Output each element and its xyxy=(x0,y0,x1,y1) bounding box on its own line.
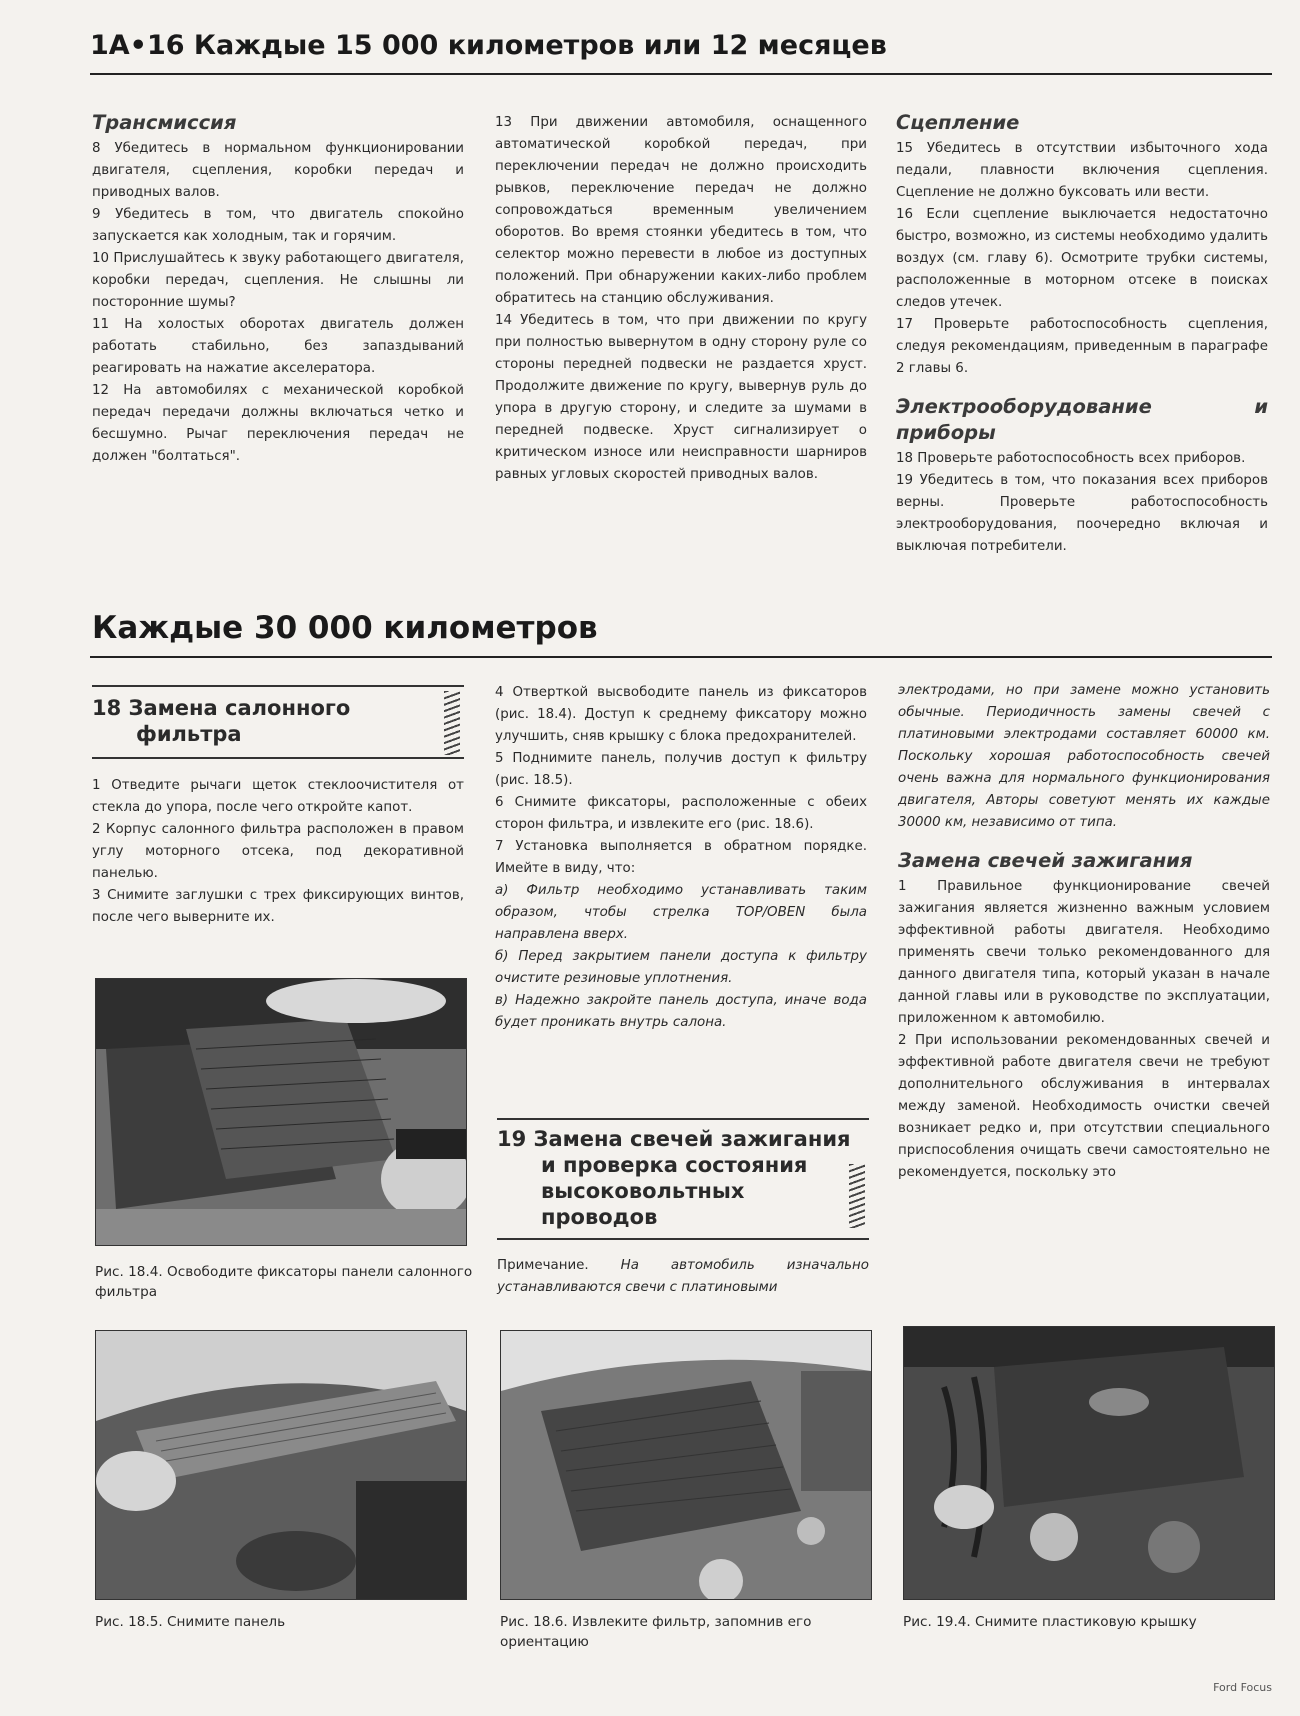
paragraph: 1 Правильное функционирование свечей зажигания является жизненно важным условием эффективной работы двигателя. Необходимо применять свечи только рекомендованного для данного двигателя типа, который указан в начале данной главы или в руководстве по эксплуатации, приложенном к автомобилю. xyxy=(898,879,1270,1026)
spring-icon xyxy=(444,691,460,755)
column-automatic xyxy=(495,112,867,486)
list-item: б) Перед закрытием панели доступа к фильтру очистите резиновые уплотнения. xyxy=(495,949,867,986)
column-spark-plugs xyxy=(898,680,1270,1184)
section-title: Каждые 30 000 километров xyxy=(92,610,598,646)
paragraph: 17 Проверьте работоспособность сцепления, следуя рекомендациям, приведенным в параграфе 2 главы 6. xyxy=(896,317,1268,376)
box-title-line: фильтра xyxy=(136,722,242,746)
photo-fig-19-4 xyxy=(903,1326,1275,1600)
paragraph: 6 Снимите фиксаторы, расположенные с обеих сторон фильтра, и извлеките его (рис. 18.6). xyxy=(495,795,867,832)
photo-remove-filter xyxy=(501,1331,871,1599)
photo-fig-18-6 xyxy=(500,1330,872,1600)
photo-fig-18-4 xyxy=(95,978,467,1246)
paragraph: 2 Корпус салонного фильтра расположен в правом углу моторного отсека, под декоративной панелью. xyxy=(92,822,464,881)
paragraph: 5 Поднимите панель, получив доступ к фильтру (рис. 18.5). xyxy=(495,751,867,788)
caption-fig-18-5: Рис. 18.5. Снимите панель xyxy=(95,1614,286,1630)
paragraph: 15 Убедитесь в отсутствии избыточного хода педали, плавности включения сцепления. Сцепление не должно буксовать или вести. xyxy=(896,141,1268,200)
note-label: Примечание. xyxy=(497,1258,589,1273)
paragraph: 13 При движении автомобиля, оснащенного автоматической коробкой передач, при переключении передач не должно происходить рывков, переключение передач не должно сопровождаться временным увеличением оборотов. Во время стоянки убедитесь в том, что селектор можно перевести в любое из доступных положений. При обнаружении каких-либо проблем обратитесь на станцию обслуживания. xyxy=(495,115,867,306)
paragraph: 14 Убедитесь в том, что при движении по кругу при полностью вывернутом в одну сторону руле со стороны передней подвески не раздается хруст. Продолжите движение по кругу, вывернув руль до упора в другую сторону, и следите за шумами в передней подвеске. Хруст сигнализирует о критическом износе или неисправности шарниров равных угловых скоростей приводных валов. xyxy=(495,313,867,482)
box-number: 19 xyxy=(497,1127,527,1151)
paragraph: 11 На холостых оборотах двигатель должен работать стабильно, без запаздываний реагировать на нажатие акселератора. xyxy=(92,317,464,376)
paragraph: 12 На автомобилях с механической коробкой передач передачи должны включаться четко и бесшумно. Рычаг переключения передач не должен "болтаться". xyxy=(92,383,464,464)
photo-remove-panel xyxy=(96,1331,466,1599)
heading-transmission: Трансмиссия xyxy=(92,111,237,134)
column-filter-steps-2 xyxy=(495,682,867,1034)
box-title-line: высоковольтных xyxy=(541,1179,745,1203)
column-transmission xyxy=(92,110,464,468)
box-title-line: проводов xyxy=(541,1205,658,1229)
paragraph: 16 Если сцепление выключается недостаточно быстро, возможно, из системы необходимо удалить воздух (см. главу 6). Осмотрите трубки системы, расположенные в моторном отсеке в поисках следов утечек. xyxy=(896,207,1268,310)
box-number: 18 xyxy=(92,696,122,720)
photo-fig-18-5 xyxy=(95,1330,467,1600)
caption-fig-19-4: Рис. 19.4. Снимите пластиковую крышку xyxy=(903,1614,1197,1630)
heading-clutch: Сцепление xyxy=(896,111,1020,134)
list-item: а) Фильтр необходимо устанавливать таким образом, чтобы стрелка TOP/OBEN была направлена вверх. xyxy=(495,883,867,942)
box-title-line: Замена свечей зажигания xyxy=(533,1127,851,1151)
heading-electrical: Электрооборудование и приборы xyxy=(896,395,1268,444)
paragraph: 8 Убедитесь в нормальном функционировании двигателя, сцепления, коробки передач и приводных валов. xyxy=(92,141,464,200)
box-title-line: и проверка состояния xyxy=(541,1153,808,1177)
note-continuation: электродами, но при замене можно установить обычные. Периодичность замены свечей с платиновыми электродами составляет 60000 км. Поскольку хорошая работоспособность свечей очень важна для нормального функционирования двигателя, Авторы советуют менять их каждые 30000 км, независимо от типа. xyxy=(898,683,1270,830)
procedure-box-18 xyxy=(92,685,464,759)
header-rule xyxy=(90,73,1272,75)
page-header: 1A•16 Каждые 15 000 километров или 12 месяцев xyxy=(90,30,887,61)
note xyxy=(497,1255,869,1299)
paragraph: 4 Отверткой высвободите панель из фиксаторов (рис. 18.4). Доступ к среднему фиксатору можно улучшить, сняв крышку с блока предохранителей. xyxy=(495,685,867,744)
heading-spark-plugs: Замена свечей зажигания xyxy=(898,849,1193,872)
procedure-box-19 xyxy=(497,1118,869,1240)
photo-filter-panel xyxy=(96,979,466,1245)
box-title-line: Замена салонного xyxy=(128,696,351,720)
section-rule xyxy=(90,656,1272,658)
list-item: в) Надежно закройте панель доступа, иначе вода будет проникать внутрь салона. xyxy=(495,993,867,1030)
paragraph: 10 Прислушайтесь к звуку работающего двигателя, коробки передач, сцепления. Не слышны ли посторонние шумы? xyxy=(92,251,464,310)
paragraph: 18 Проверьте работоспособность всех приборов. xyxy=(896,451,1246,466)
paragraph: 9 Убедитесь в том, что двигатель спокойно запускается как холодным, так и горячим. xyxy=(92,207,464,244)
caption-fig-18-6: Рис. 18.6. Извлеките фильтр, запомнив его ориентацию xyxy=(500,1614,812,1650)
footer-brand: Ford Focus xyxy=(1213,1681,1272,1694)
paragraph: 19 Убедитесь в том, что показания всех приборов верны. Проверьте работоспособность электрооборудования, поочередно включая и выключая потребители. xyxy=(896,473,1268,554)
caption-fig-18-4: Рис. 18.4. Освободите фиксаторы панели салонного фильтра xyxy=(95,1264,473,1300)
column-filter-steps xyxy=(92,775,464,929)
paragraph: 2 При использовании рекомендованных свечей и эффективной работе двигателя свечи не требуют дополнительного обслуживания в интервалах между заменой. Необходимость очистки свечей возникает редко и, при отсутствии специального приспособления очищать свечи самостоятельно не рекомендуется, поскольку это xyxy=(898,1033,1270,1180)
photo-engine-cover xyxy=(904,1327,1274,1599)
column-clutch xyxy=(896,110,1268,558)
note-text: На автомобиль изначально устанавливаются свечи с платиновыми xyxy=(497,1258,869,1295)
paragraph: 7 Установка выполняется в обратном порядке. Имейте в виду, что: xyxy=(495,839,867,876)
paragraph: 1 Отведите рычаги щеток стеклоочистителя от стекла до упора, после чего откройте капот. xyxy=(92,778,464,815)
paragraph: 3 Снимите заглушки с трех фиксирующих винтов, после чего выверните их. xyxy=(92,888,464,925)
spring-icon xyxy=(849,1164,865,1228)
